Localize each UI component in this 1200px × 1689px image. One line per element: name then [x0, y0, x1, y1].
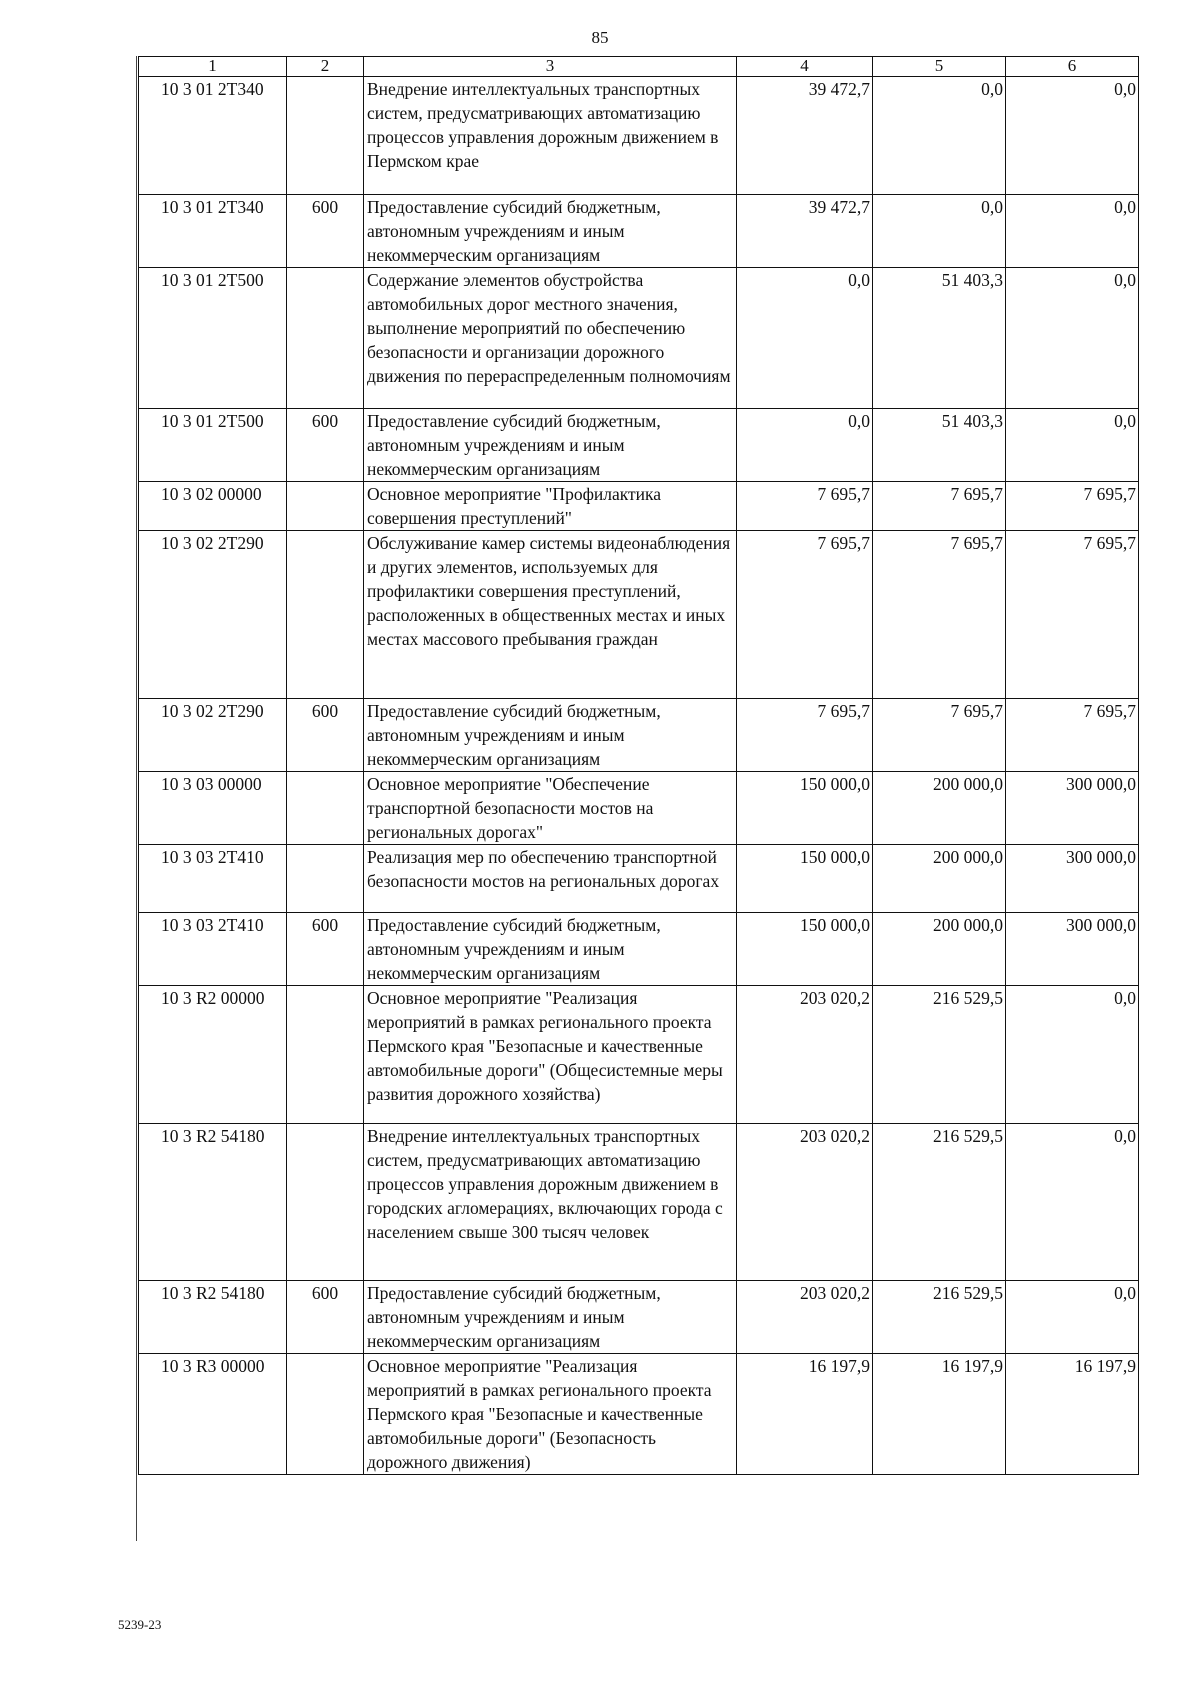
- item-name-cell: Обслуживание камер системы видеонаблюдения и других элементов, используемых для профилактики совершения преступлений, расположенных в общественных местах и иных местах массового пребывания граждан: [364, 531, 737, 699]
- page-number: 85: [591, 28, 609, 47]
- amount-col6-cell: 0,0: [1006, 986, 1139, 1124]
- table-row: [139, 699, 1139, 772]
- table-row: [139, 986, 1139, 1124]
- amount-col6-cell: 0,0: [1006, 268, 1139, 409]
- amount-col6-cell: 0,0: [1006, 1281, 1139, 1354]
- expense-type-cell: 600: [287, 1281, 364, 1354]
- amount-col5-cell: 16 197,9: [873, 1354, 1006, 1475]
- item-name-cell: Предоставление субсидий бюджетным, автономным учреждениям и иным некоммерческим организациям: [364, 699, 737, 772]
- amount-col4-cell: 0,0: [737, 409, 873, 482]
- item-name-cell: Предоставление субсидий бюджетным, автономным учреждениям и иным некоммерческим организациям: [364, 1281, 737, 1354]
- amount-col5-cell: 51 403,3: [873, 268, 1006, 409]
- table-row: [139, 195, 1139, 268]
- item-name-cell: Предоставление субсидий бюджетным, автономным учреждениям и иным некоммерческим организациям: [364, 913, 737, 986]
- table-row: [139, 913, 1139, 986]
- amount-col6-cell: 300 000,0: [1006, 845, 1139, 913]
- left-margin-rule: [136, 56, 137, 1541]
- amount-col4-cell: 7 695,7: [737, 531, 873, 699]
- table-row: [139, 482, 1139, 531]
- amount-col6-cell: 7 695,7: [1006, 699, 1139, 772]
- amount-col4-cell: 150 000,0: [737, 845, 873, 913]
- amount-col6-cell: 7 695,7: [1006, 482, 1139, 531]
- amount-col5-cell: 200 000,0: [873, 772, 1006, 845]
- classification-code-cell: 10 3 02 2Т290: [139, 531, 287, 699]
- item-name-cell: Основное мероприятие "Реализация мероприятий в рамках регионального проекта Пермского края "Безопасные и качественные автомобильные дороги" (Общесистемные меры развития дорожного хозяйства): [364, 986, 737, 1124]
- expense-type-cell: [287, 1124, 364, 1281]
- item-name-cell: Основное мероприятие "Профилактика совершения преступлений": [364, 482, 737, 531]
- amount-col5-cell: 0,0: [873, 77, 1006, 195]
- column-header: 4: [737, 57, 873, 77]
- amount-col5-cell: 216 529,5: [873, 986, 1006, 1124]
- item-name-cell: Основное мероприятие "Обеспечение транспортной безопасности мостов на региональных дорогах": [364, 772, 737, 845]
- amount-col5-cell: 200 000,0: [873, 913, 1006, 986]
- expense-type-cell: [287, 1354, 364, 1475]
- amount-col4-cell: 16 197,9: [737, 1354, 873, 1475]
- classification-code-cell: 10 3 01 2Т340: [139, 77, 287, 195]
- amount-col6-cell: 0,0: [1006, 195, 1139, 268]
- expense-type-cell: [287, 482, 364, 531]
- amount-col4-cell: 39 472,7: [737, 195, 873, 268]
- amount-col4-cell: 203 020,2: [737, 1124, 873, 1281]
- column-header: 1: [139, 57, 287, 77]
- classification-code-cell: 10 3 R3 00000: [139, 1354, 287, 1475]
- classification-code-cell: 10 3 01 2Т500: [139, 268, 287, 409]
- amount-col5-cell: 7 695,7: [873, 482, 1006, 531]
- amount-col6-cell: 0,0: [1006, 1124, 1139, 1281]
- amount-col5-cell: 216 529,5: [873, 1281, 1006, 1354]
- table-body: [139, 77, 1139, 1475]
- amount-col4-cell: 7 695,7: [737, 699, 873, 772]
- amount-col4-cell: 7 695,7: [737, 482, 873, 531]
- item-name-cell: Реализация мер по обеспечению транспортной безопасности мостов на региональных дорогах: [364, 845, 737, 913]
- expense-type-cell: [287, 268, 364, 409]
- classification-code-cell: 10 3 02 2Т290: [139, 699, 287, 772]
- expense-type-cell: 600: [287, 409, 364, 482]
- expense-type-cell: 600: [287, 913, 364, 986]
- expense-type-cell: 600: [287, 699, 364, 772]
- item-name-cell: Предоставление субсидий бюджетным, автономным учреждениям и иным некоммерческим организациям: [364, 195, 737, 268]
- amount-col4-cell: 39 472,7: [737, 77, 873, 195]
- amount-col5-cell: 7 695,7: [873, 699, 1006, 772]
- amount-col5-cell: 51 403,3: [873, 409, 1006, 482]
- table-row: [139, 772, 1139, 845]
- expense-type-cell: [287, 77, 364, 195]
- amount-col6-cell: 0,0: [1006, 77, 1139, 195]
- column-header: 6: [1006, 57, 1139, 77]
- table-row: [139, 409, 1139, 482]
- table-row: [139, 1354, 1139, 1475]
- budget-table: [138, 56, 1139, 1475]
- table-row: [139, 1281, 1139, 1354]
- classification-code-cell: 10 3 R2 54180: [139, 1281, 287, 1354]
- expense-type-cell: [287, 531, 364, 699]
- amount-col5-cell: 7 695,7: [873, 531, 1006, 699]
- classification-code-cell: 10 3 R2 00000: [139, 986, 287, 1124]
- table-row: [139, 531, 1139, 699]
- amount-col4-cell: 150 000,0: [737, 772, 873, 845]
- column-header: 5: [873, 57, 1006, 77]
- table-row: [139, 77, 1139, 195]
- amount-col4-cell: 203 020,2: [737, 986, 873, 1124]
- amount-col5-cell: 200 000,0: [873, 845, 1006, 913]
- amount-col5-cell: 216 529,5: [873, 1124, 1006, 1281]
- classification-code-cell: 10 3 03 00000: [139, 772, 287, 845]
- document-footer-code: 5239-23: [118, 1617, 162, 1632]
- amount-col6-cell: 7 695,7: [1006, 531, 1139, 699]
- classification-code-cell: 10 3 01 2Т340: [139, 195, 287, 268]
- item-name-cell: Внедрение интеллектуальных транспортных систем, предусматривающих автоматизацию процессов управления дорожным движением в городских агломерациях, включающих города с населением свыше 300 тысяч человек: [364, 1124, 737, 1281]
- table-row: [139, 268, 1139, 409]
- amount-col6-cell: 300 000,0: [1006, 913, 1139, 986]
- expense-type-cell: [287, 772, 364, 845]
- classification-code-cell: 10 3 02 00000: [139, 482, 287, 531]
- classification-code-cell: 10 3 R2 54180: [139, 1124, 287, 1281]
- amount-col4-cell: 0,0: [737, 268, 873, 409]
- expense-type-cell: 600: [287, 195, 364, 268]
- amount-col4-cell: 203 020,2: [737, 1281, 873, 1354]
- item-name-cell: Внедрение интеллектуальных транспортных систем, предусматривающих автоматизацию процессов управления дорожным движением в Пермском крае: [364, 77, 737, 195]
- table-row: [139, 1124, 1139, 1281]
- item-name-cell: Содержание элементов обустройства автомобильных дорог местного значения, выполнение мероприятий по обеспечению безопасности и организации дорожного движения по перераспределенным полномочиям: [364, 268, 737, 409]
- column-header: 2: [287, 57, 364, 77]
- expense-type-cell: [287, 845, 364, 913]
- item-name-cell: Предоставление субсидий бюджетным, автономным учреждениям и иным некоммерческим организациям: [364, 409, 737, 482]
- column-number-row: [139, 57, 1139, 77]
- classification-code-cell: 10 3 03 2Т410: [139, 845, 287, 913]
- item-name-cell: Основное мероприятие "Реализация мероприятий в рамках регионального проекта Пермского края "Безопасные и качественные автомобильные дороги" (Безопасность дорожного движения): [364, 1354, 737, 1475]
- column-header: 3: [364, 57, 737, 77]
- amount-col6-cell: 0,0: [1006, 409, 1139, 482]
- amount-col6-cell: 16 197,9: [1006, 1354, 1139, 1475]
- amount-col6-cell: 300 000,0: [1006, 772, 1139, 845]
- classification-code-cell: 10 3 01 2Т500: [139, 409, 287, 482]
- expense-type-cell: [287, 986, 364, 1124]
- amount-col5-cell: 0,0: [873, 195, 1006, 268]
- amount-col4-cell: 150 000,0: [737, 913, 873, 986]
- table-row: [139, 845, 1139, 913]
- classification-code-cell: 10 3 03 2Т410: [139, 913, 287, 986]
